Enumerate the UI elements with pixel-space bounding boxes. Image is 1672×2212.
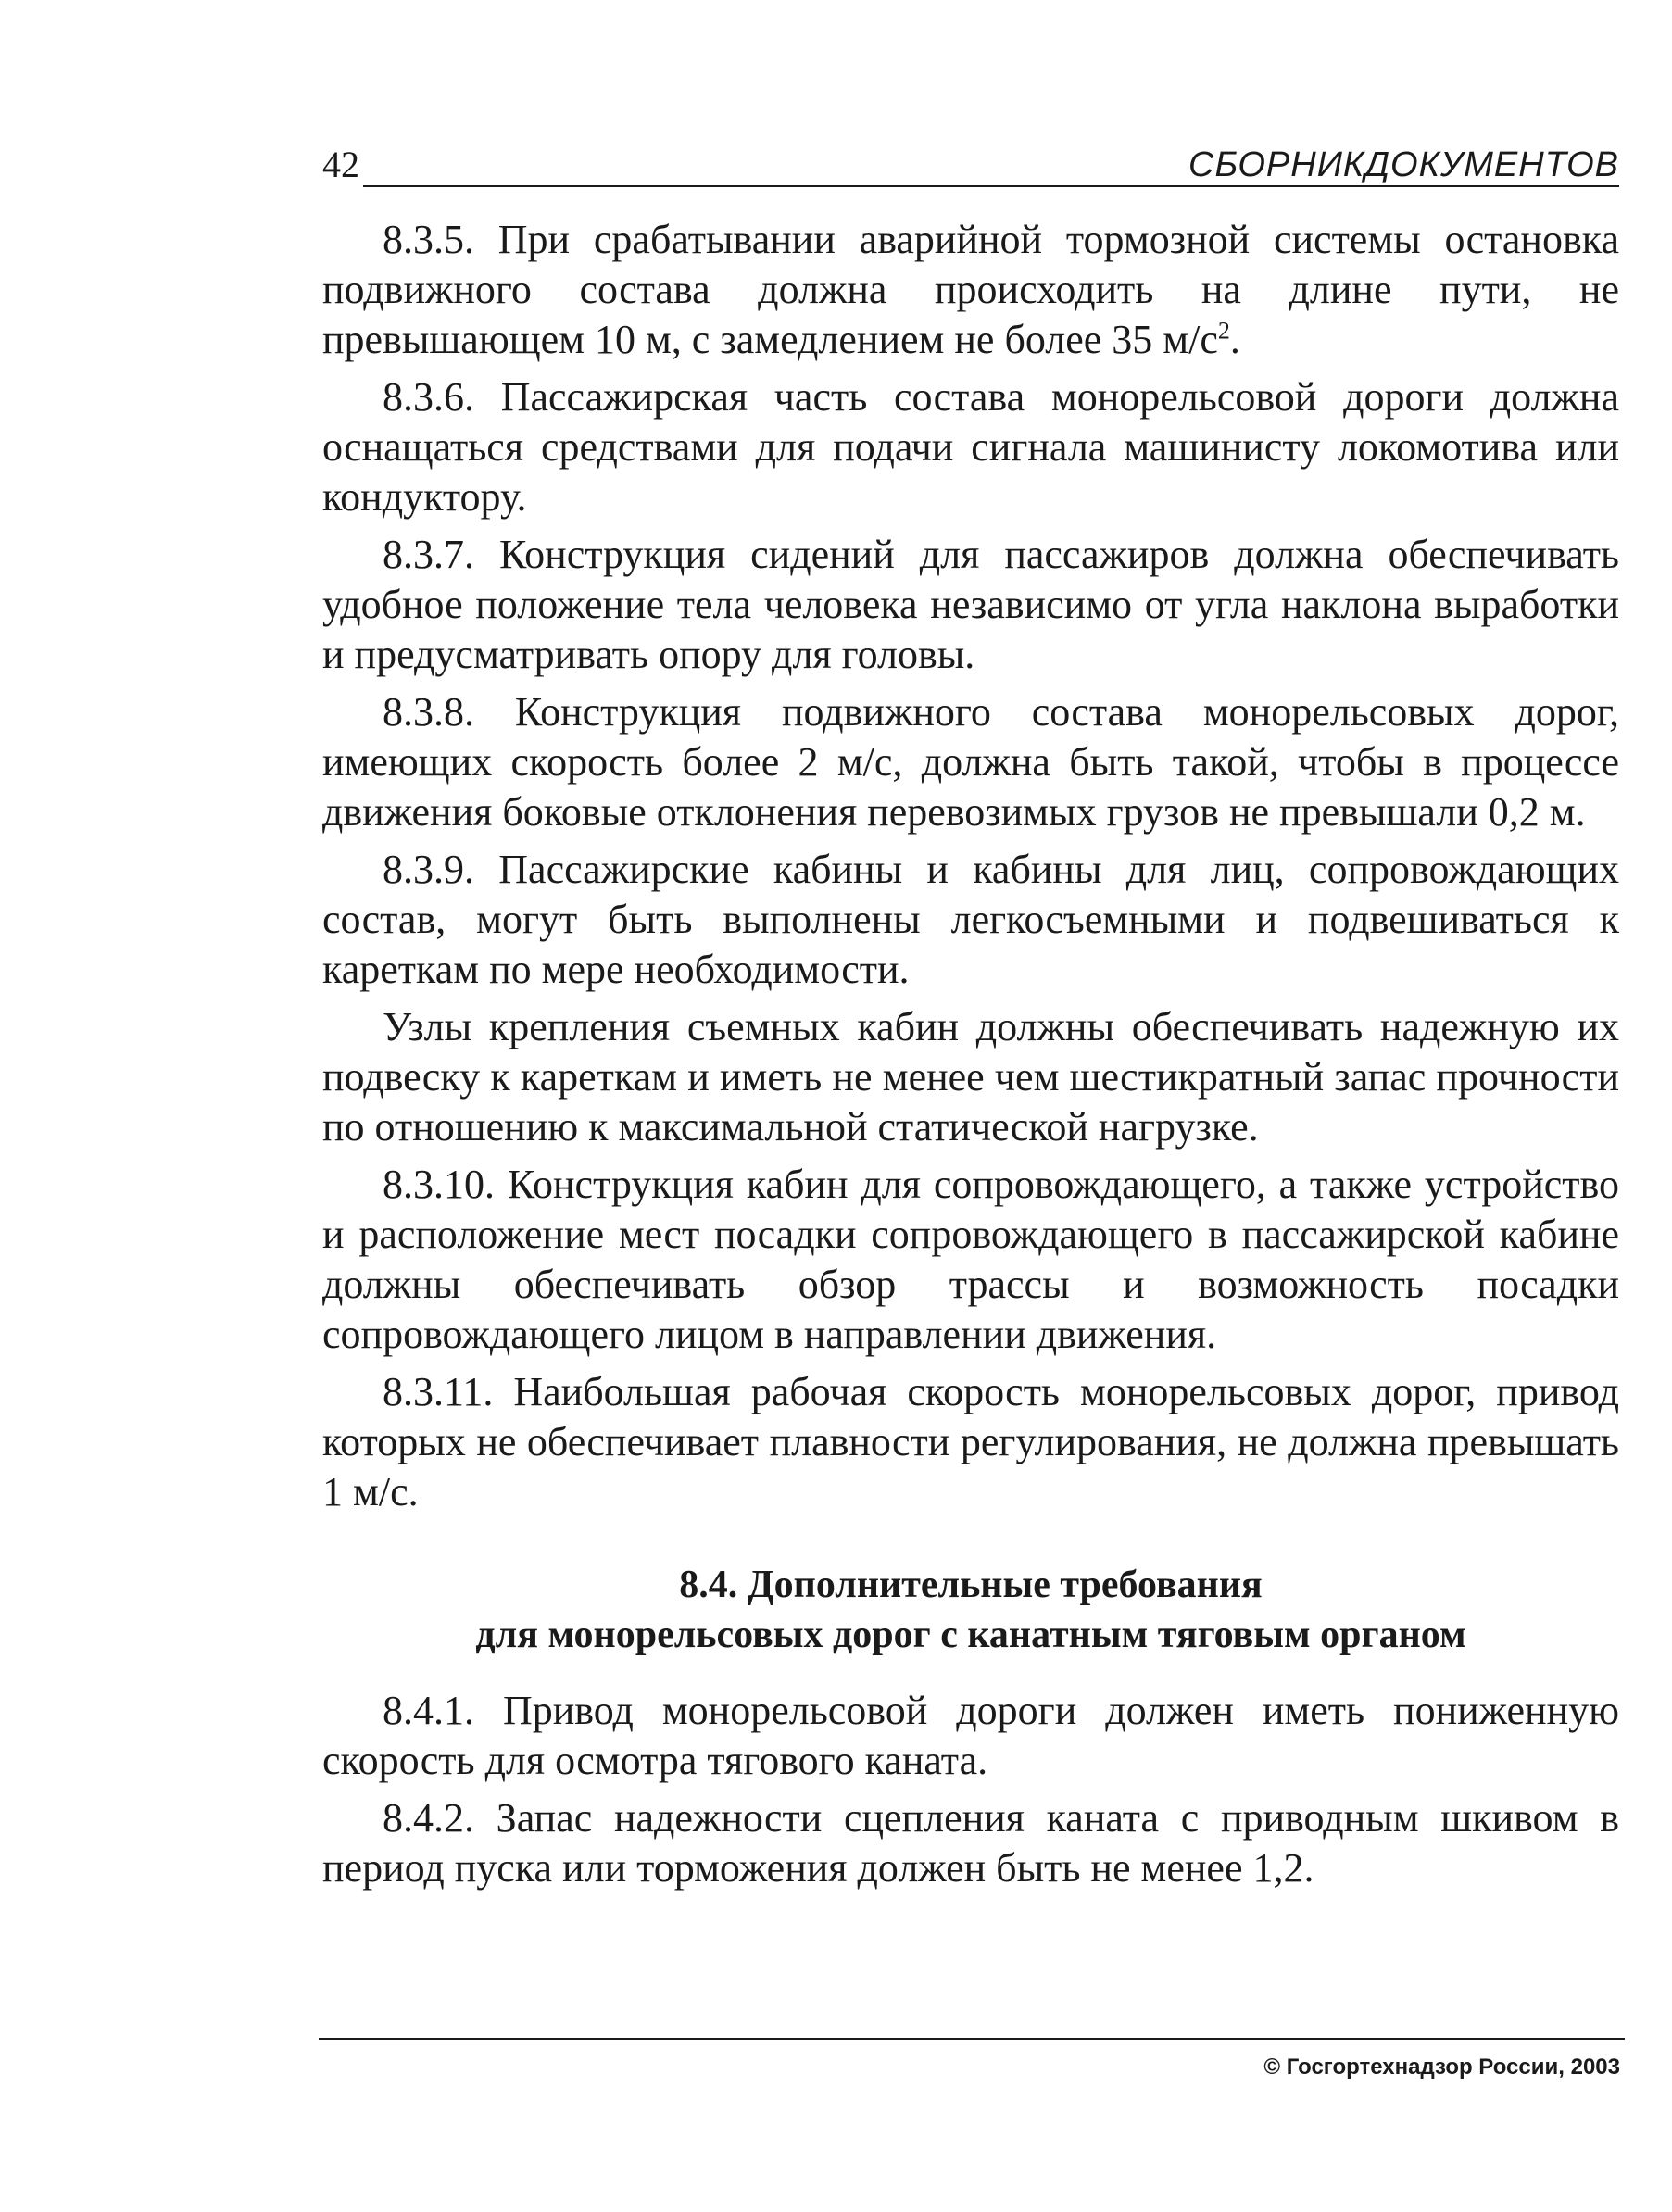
section-heading-line-2: для монорельсовых дорог с канатным тяговым органом	[475, 1614, 1466, 1656]
page-header	[322, 139, 1619, 191]
running-title: СБОРНИКДОКУМЕНТОВ	[1188, 145, 1619, 184]
paragraph-8-4-1: 8.4.1. Привод монорельсовой дороги должен иметь пониженную скорость для осмотра тягового каната.	[322, 1688, 1619, 1783]
header-rule	[363, 185, 1619, 187]
section-heading	[322, 1560, 1619, 1660]
page-number: 42	[322, 144, 359, 185]
footer-rule	[319, 2038, 1625, 2040]
superscript: 2	[1217, 317, 1230, 345]
paragraph-text: 8.3.5. При срабатывании аварийной тормозной системы остановка подвижного состава должна происходить на длине пути, не превышающем 10 м, с замедлением не более 35 м/с	[322, 217, 1619, 362]
paragraph-8-4-2: 8.4.2. Запас надежности сцепления каната с приводным шкивом в период пуска или торможения должен быть не менее 1,2.	[322, 1795, 1619, 1891]
document-body	[322, 215, 1619, 1901]
paragraph-8-3-9: 8.3.9. Пассажирские кабины и кабины для лиц, сопровождающих состав, могут быть выполнены легкосъемными и подвешиваться к кареткам по мере необходимости.	[322, 847, 1619, 992]
paragraph-8-3-5	[322, 215, 1619, 365]
paragraph-8-3-8: 8.3.8. Конструкция подвижного состава монорельсовых дорог, имеющих скорость более 2 м/с, должна быть такой, чтобы в процессе движения боковые отклонения перевозимых грузов не превышали 0,2 м.	[322, 689, 1619, 835]
paragraph-8-3-6: 8.3.6. Пассажирская часть состава монорельсовой дороги должна оснащаться средствами для подачи сигнала машинисту локомотива или кондуктору.	[322, 374, 1619, 520]
section-heading-line-1: 8.4. Дополнительные требования	[679, 1564, 1263, 1606]
paragraph-cabin-mounts: Узлы крепления съемных кабин должны обеспечивать надежную их подвеску к кареткам и иметь не менее чем шестикратный запас прочности по отношению к максимальной статической нагрузке.	[322, 1004, 1619, 1150]
paragraph-8-3-10: 8.3.10. Конструкция кабин для сопровождающего, а также устройство и расположение мест посадки сопровождающего в пассажирской кабине должны обеспечивать обзор трассы и возможность посадки сопровождающего лицом в направлении движения.	[322, 1162, 1619, 1357]
paragraph-8-3-7: 8.3.7. Конструкция сидений для пассажиров должна обеспечивать удобное положение тела человека независимо от угла наклона выработки и предусматривать опору для головы.	[322, 532, 1619, 677]
paragraph-8-3-11: 8.3.11. Наибольшая рабочая скорость монорельсовых дорог, привод которых не обеспечивает плавности регулирования, не должна превышать 1 м/с.	[322, 1369, 1619, 1514]
copyright-footer: © Госгортехнадзор России, 2003	[1263, 2055, 1620, 2080]
paragraph-text-tail: .	[1229, 317, 1240, 362]
